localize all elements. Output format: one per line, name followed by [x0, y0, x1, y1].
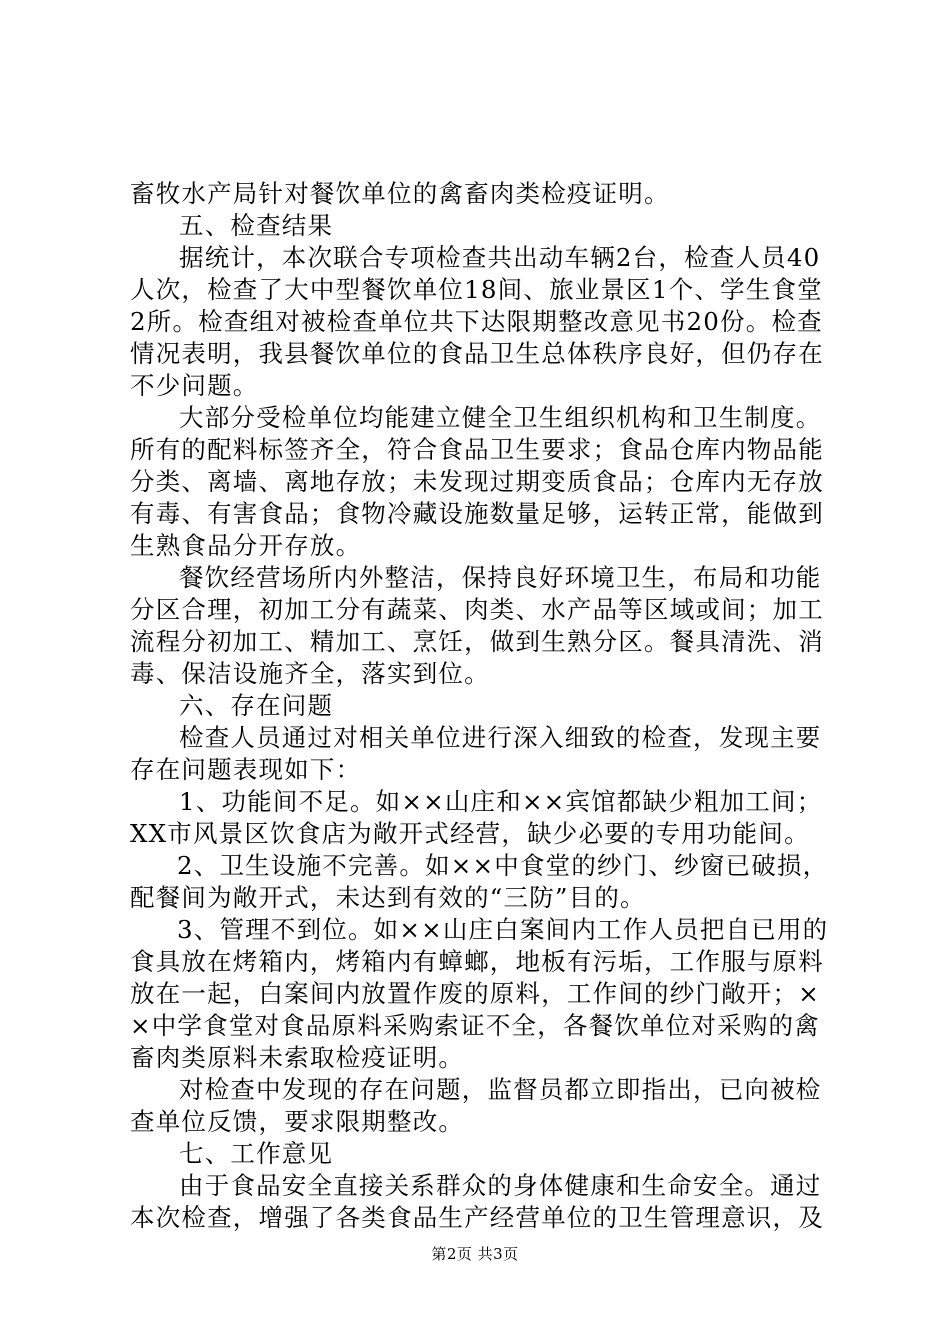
body-line: 所有的配料标签齐全，符合食品卫生要求；食品仓库内物品能: [130, 435, 824, 464]
body-line: 食具放在烤箱内，烤箱内有蟑螂，地板有污垢，工作服与原料: [130, 947, 824, 976]
list-item-first-line: 1、功能间不足。如××山庄和××宾馆都缺少粗加工间；: [179, 787, 823, 816]
body-line: 2所。检查组对被检查单位共下达限期整改意见书20份。检查: [130, 307, 823, 336]
paragraph-first-line: 检查人员通过对相关单位进行深入细致的检查，发现主要: [179, 723, 822, 752]
body-line: 毒、保洁设施齐全，落实到位。: [130, 659, 490, 688]
body-line: 畜牧水产局针对餐饮单位的禽畜肉类检疫证明。: [130, 179, 670, 208]
list-item-first-line: 3、管理不到位。如××山庄白案间内工作人员把自已用的: [177, 915, 829, 944]
body-line: XX市风景区饮食店为敞开式经营，缺少必要的专用功能间。: [130, 819, 810, 848]
section-heading: 五、检查结果: [179, 211, 334, 240]
paragraph-first-line: 大部分受检单位均能建立健全卫生组织机构和卫生制度。: [179, 403, 822, 432]
body-line: 配餐间为敞开式，未达到有效的“三防”目的。: [130, 883, 646, 912]
body-line: 查单位反馈，要求限期整改。: [130, 1107, 465, 1136]
body-line: 畜肉类原料未索取检疫证明。: [130, 1043, 465, 1072]
list-item-first-line: 2、卫生设施不完善。如××中食堂的纱门、纱窗已破损，: [177, 851, 829, 880]
body-line: 有毒、有害食品；食物冷藏设施数量足够，运转正常，能做到: [130, 499, 824, 528]
body-line: 不少问题。: [130, 371, 259, 400]
body-line: 分类、离墙、离地存放；未发现过期变质食品；仓库内无存放: [130, 467, 824, 496]
body-line: 分区合理，初加工分有蔬菜、肉类、水产品等区域或间；加工: [130, 595, 824, 624]
paragraph-first-line: 由于食品安全直接关系群众的身体健康和生命安全。通过: [179, 1171, 822, 1200]
paragraph-first-line: 据统计，本次联合专项检查共出动车辆2台，检查人员40: [179, 243, 821, 272]
body-line: ×中学食堂对食品原料采购索证不全，各餐饮单位对采购的禽: [130, 1011, 820, 1040]
body-line: 人次，检查了大中型餐饮单位18间、旅业景区1个、学生食堂: [130, 275, 823, 304]
section-heading: 六、存在问题: [179, 691, 334, 720]
body-line: 流程分初加工、精加工、烹饪，做到生熟分区。餐具清洗、消: [130, 627, 824, 656]
body-line: 情况表明，我县餐饮单位的食品卫生总体秩序良好，但仍存在: [130, 339, 824, 368]
body-line: 放在一起，白案间内放置作废的原料，工作间的纱门敞开；×: [130, 979, 820, 1008]
section-heading: 七、工作意见: [179, 1139, 334, 1168]
page-footer: 第2页 共3页: [431, 1245, 519, 1263]
body-line: 本次检查，增强了各类食品生产经营单位的卫生管理意识，及: [130, 1203, 824, 1232]
paragraph-first-line: 对检查中发现的存在问题，监督员都立即指出，已向被检: [179, 1075, 822, 1104]
body-line: 生熟食品分开存放。: [130, 531, 362, 560]
paragraph-first-line: 餐饮经营场所内外整洁，保持良好环境卫生，布局和功能: [179, 563, 822, 592]
body-line: 存在问题表现如下：: [130, 755, 362, 784]
